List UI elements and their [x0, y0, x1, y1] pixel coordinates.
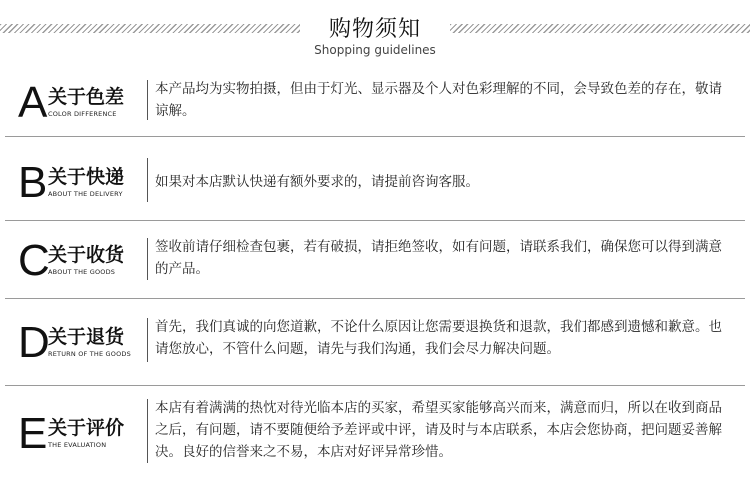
section-divider: [5, 220, 745, 221]
page-title: 购物须知: [328, 17, 421, 42]
section-text: 本店有着满满的热忱对待光临本店的买家，希望买家能够高兴而来，满意而归，所以在收到商品之后，有问题，请不要随便给予差评或中评，请及时与本店联系，本店会您协商，把问题妥善解决。良好的信誉来之不易，本店对好评异常珍惜。: [155, 400, 722, 460]
section-title-en: THE EVALUATION: [48, 441, 107, 449]
section-label: [18, 409, 148, 459]
section-label: [18, 158, 148, 208]
section-text: 如果对本店默认快递有额外要求的，请提前咨询客服。: [155, 174, 479, 190]
section-letter: C: [18, 236, 50, 285]
section-text: 本产品均为实物拍摄，但由于灯光、显示器及个人对色彩理解的不同，会导致色差的存在，敬请谅解。: [155, 81, 722, 119]
section-divider-vertical: [147, 80, 148, 120]
section-title: 关于评价: [48, 417, 125, 439]
section-title: 关于色差: [48, 86, 125, 108]
section-letter: D: [18, 318, 50, 367]
section-divider-vertical: [147, 399, 148, 463]
section-title-en: ABOUT THE GOODS: [48, 268, 116, 276]
page-subtitle: Shopping guidelines: [314, 43, 436, 57]
section-letter: B: [18, 158, 48, 207]
section-color-difference: [0, 70, 750, 136]
section-label: [18, 318, 148, 368]
section-title-en: ABOUT THE DELIVERY: [48, 190, 123, 198]
section-letter: E: [18, 409, 48, 458]
section-label: [18, 236, 148, 286]
section-text: 首先，我们真诚的向您道歉，不论什么原因让您需要退换货和退款，我们都感到遗憾和歉意。也请您放心，不管什么问题，请先与我们沟通，我们会尽力解决问题。: [155, 319, 722, 357]
section-divider-vertical: [147, 318, 148, 362]
section-title-en: COLOR DIFFERENCE: [48, 110, 117, 118]
section-divider: [5, 136, 745, 137]
section-divider: [5, 298, 745, 299]
section-evaluation: [0, 395, 750, 475]
section-title: 关于退货: [48, 326, 125, 348]
section-returns: [0, 312, 750, 378]
section-title: 关于快递: [48, 166, 125, 188]
section-text: 签收前请仔细检查包裹，若有破损，请拒绝签收，如有问题，请联系我们，确保您可以得到满意的产品。: [155, 239, 722, 277]
section-delivery: [0, 154, 750, 214]
section-title-en: RETURN OF THE GOODS: [48, 350, 131, 358]
section-goods: [0, 230, 750, 296]
section-letter: A: [18, 78, 48, 127]
section-divider-vertical: [147, 158, 148, 202]
header: [0, 0, 750, 62]
section-label: [18, 78, 148, 128]
section-title: 关于收货: [48, 244, 125, 266]
section-divider-vertical: [147, 238, 148, 280]
section-divider: [5, 385, 745, 386]
